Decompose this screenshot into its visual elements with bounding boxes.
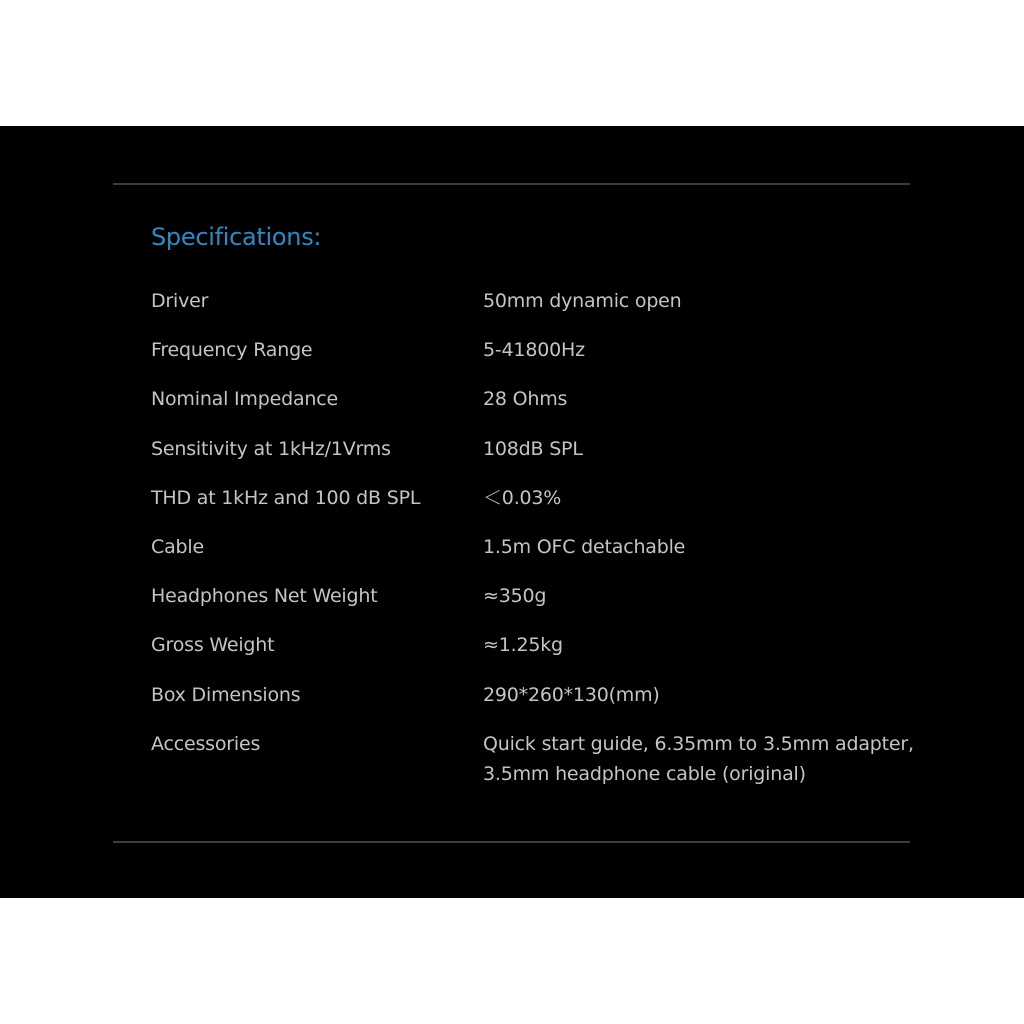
spec-row-gross-weight xyxy=(0,630,1024,679)
spec-value: 50mm dynamic open xyxy=(483,290,682,312)
spec-label: Sensitivity at 1kHz/1Vrms xyxy=(151,437,391,460)
spec-label: Headphones Net Weight xyxy=(151,585,378,608)
spec-row-sensitivity xyxy=(0,434,1024,483)
spec-label: Frequency Range xyxy=(151,339,313,362)
spec-value: 1.5m OFC detachable xyxy=(483,535,686,558)
bottom-divider xyxy=(113,841,910,843)
spec-row-net-weight xyxy=(0,581,1024,630)
spec-label: Accessories xyxy=(151,732,261,755)
spec-label: Box Dimensions xyxy=(151,683,301,706)
spec-row-nominal-impedance xyxy=(0,384,1024,433)
spec-row-driver xyxy=(0,286,1024,335)
spec-value: 290*260*130(mm) xyxy=(483,683,660,706)
spec-value: ≈350g xyxy=(483,585,547,608)
spec-value: 108dB SPL xyxy=(483,437,583,460)
spec-value xyxy=(483,729,913,789)
spec-value-line: 3.5mm headphone cable (original) xyxy=(483,762,806,785)
spec-label: Cable xyxy=(151,535,204,558)
spec-value: ＜0.03% xyxy=(483,486,562,509)
top-divider xyxy=(113,183,910,185)
spec-value: 5-41800Hz xyxy=(483,339,585,362)
spec-row-thd xyxy=(0,483,1024,532)
spec-value: ≈1.25kg xyxy=(483,634,563,657)
specifications-title: Specifications: xyxy=(151,223,322,251)
specifications-panel xyxy=(0,126,1024,898)
spec-row-box-dimensions xyxy=(0,680,1024,729)
spec-label: Nominal Impedance xyxy=(151,388,338,411)
spec-value-line: Quick start guide, 6.35mm to 3.5mm adapter, xyxy=(483,732,914,755)
spec-row-accessories xyxy=(0,729,1024,809)
spec-row-cable xyxy=(0,532,1024,581)
spec-label: THD at 1kHz and 100 dB SPL xyxy=(151,486,421,509)
spec-row-frequency-range xyxy=(0,335,1024,384)
spec-label: Driver xyxy=(151,290,209,312)
spec-table xyxy=(0,286,1024,809)
spec-label: Gross Weight xyxy=(151,634,275,657)
spec-value: 28 Ohms xyxy=(483,388,568,411)
